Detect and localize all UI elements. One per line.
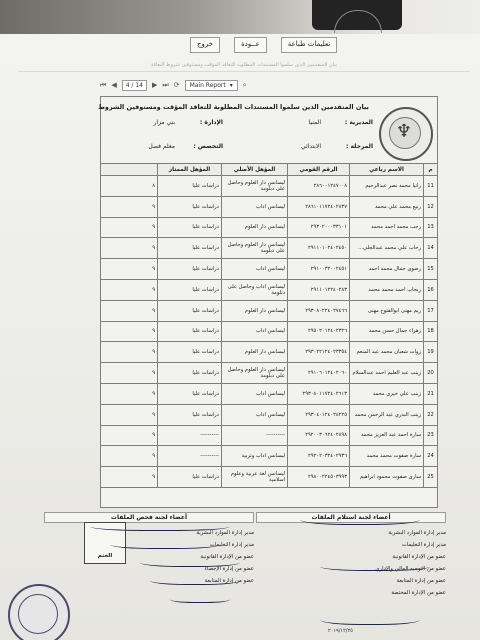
original-qualification: ليسانس اداب وتربية — [222, 446, 288, 467]
row-code: ٩ — [101, 321, 158, 342]
committee-role: عضو من الإدارة القانونية — [392, 554, 446, 560]
report-toolbar — [100, 78, 350, 92]
row-number: 24 — [424, 446, 438, 467]
row-code: ٩ — [101, 383, 158, 404]
national-id: ٢٩١١٠١٠٢٤٠٢٤٥٠ — [288, 238, 350, 259]
row-code: ٩ — [101, 425, 158, 446]
stage-value: الابتدائي — [300, 143, 321, 150]
row-number: 21 — [424, 383, 438, 404]
excellent-qualification: دراسات عليا — [158, 300, 222, 321]
admin-value: بني مزار — [153, 119, 175, 126]
applicants-table — [100, 163, 438, 488]
report-page — [100, 96, 438, 508]
row-number: 16 — [424, 279, 438, 300]
row-code: ٨ — [101, 176, 158, 197]
national-id: ٢٩١١٠١٢٢٤٠٢٨٣ — [288, 279, 350, 300]
national-id: ٢٩٣٠٨٠٢٢٤٠٢٧٤٦٦ — [288, 300, 350, 321]
search-icon[interactable]: ⌕ — [242, 80, 247, 89]
row-code: ٩ — [101, 238, 158, 259]
excellent-qualification: دراسات عليا — [158, 238, 222, 259]
exit-button[interactable]: خروج — [190, 37, 220, 53]
excellent-qualification: دراسات عليا — [158, 176, 222, 197]
applicant-name: رحاب علي محمد عبدالجلي... — [350, 238, 424, 259]
table-row — [101, 467, 438, 488]
original-qualification: ليسانس اداب — [222, 259, 288, 280]
applicant-name: زينب عبد العليم احمد عبدالسلام — [350, 363, 424, 384]
signature-scribble — [110, 538, 220, 549]
report-title: بيان المتقدمين الذين سلموا المستندات المطلوبة للتعاقد المؤقت ومستوفين الشروط — [98, 103, 369, 111]
excellent-qualification: ---------- — [158, 425, 222, 446]
committee-role: عضو من التوجيه المالي والإداري — [375, 566, 446, 572]
table-row — [101, 383, 438, 404]
column-header: الرقم القومي — [288, 164, 350, 176]
original-qualification: ليسانس دار العلوم وحاصل على دبلومة — [222, 363, 288, 384]
table-row — [101, 196, 438, 217]
excellent-qualification: دراسات عليا — [158, 363, 222, 384]
row-code: ٩ — [101, 259, 158, 280]
national-id: ٢٩١٠٦٠١٢٤٠٢٠٦٠ — [288, 363, 350, 384]
national-id: ٢٨٦١٠١١٧٢٤٠٢٨٣٧ — [288, 196, 350, 217]
original-qualification: ليسانس اداب — [222, 196, 288, 217]
ministry-logo — [379, 107, 433, 161]
round-seal — [8, 584, 70, 640]
print-settings-button[interactable]: تعليمات طباعة — [281, 37, 338, 53]
applicant-name: رجب محمد احمد محمد — [350, 217, 424, 238]
signature-scribble — [300, 512, 420, 525]
signature-scribble — [320, 612, 420, 625]
prev-page-icon[interactable]: ◀ — [111, 81, 117, 89]
table-row — [101, 217, 438, 238]
original-qualification: ليسانس دار العلوم — [222, 342, 288, 363]
table-row — [101, 363, 438, 384]
row-number: 22 — [424, 404, 438, 425]
row-number: 13 — [424, 217, 438, 238]
next-page-icon[interactable]: ▶ — [152, 81, 158, 89]
signature-scribble — [320, 560, 430, 571]
committee-role: عضو من الإدارة المختصة — [391, 590, 446, 596]
last-page-icon[interactable]: ⏭ — [162, 80, 169, 89]
original-qualification: ليسانس اداب — [222, 383, 288, 404]
row-number: 14 — [424, 238, 438, 259]
applicant-name: زهراء جمال حسن محمد — [350, 321, 424, 342]
excellent-qualification: دراسات عليا — [158, 321, 222, 342]
applicant-name: سارى صفوت محمود ابراهيم — [350, 467, 424, 488]
applicant-name: سارة صفوت محمد محمد — [350, 446, 424, 467]
row-number: 18 — [424, 321, 438, 342]
page-indicator[interactable]: 4 / 14 — [122, 80, 147, 91]
stage-label: المرحلة : — [346, 143, 373, 150]
original-qualification: ---------- — [222, 425, 288, 446]
table-row — [101, 425, 438, 446]
table-row — [101, 176, 438, 197]
page-caption: بيان المتقدمين الذين سلموا المستندات المطلوبة للتعاقد المؤقت ومستوفين شروط التعاقد — [18, 62, 470, 72]
photo-shadow — [0, 0, 480, 34]
row-code: ٩ — [101, 196, 158, 217]
committee-role: مدير إدارة التعليمات — [209, 542, 254, 548]
directorate-label: المديرية : — [344, 119, 373, 126]
excellent-qualification: دراسات عليا — [158, 342, 222, 363]
applicant-name: رضوى جمال محمد احمد — [350, 259, 424, 280]
refresh-icon[interactable]: ⟳ — [173, 81, 180, 89]
first-page-icon[interactable]: ⏮ — [100, 80, 107, 89]
national-id: ٢٩٢٠٠٣٠٦٢٤٠٢٨٩٨ — [288, 425, 350, 446]
committee-member-row — [256, 527, 446, 539]
row-number: 19 — [424, 342, 438, 363]
row-number: 12 — [424, 196, 438, 217]
original-qualification: ليسانس اداب وحاصل على دبلومة — [222, 279, 288, 300]
national-id: ٢٩١٠٠٣٢٠٠٢٤٥١ — [288, 259, 350, 280]
applicant-name: ربيع محمد علي محمد — [350, 196, 424, 217]
table-row — [101, 279, 438, 300]
committee-member-row — [256, 575, 446, 587]
row-number: 17 — [424, 300, 438, 321]
original-qualification: ليسانس دار العلوم وحاصل على دبلومة — [222, 238, 288, 259]
committee-role: عضو من إدارة الإحصاء — [204, 566, 254, 572]
eagle-emblem-icon: ♆ — [395, 121, 413, 142]
table-row — [101, 342, 438, 363]
committee-role: عضو من إدارة المتابعة — [204, 578, 254, 584]
signature-scribble — [150, 574, 240, 585]
directorate-value: المنيا — [308, 119, 321, 126]
committee-member-row — [256, 539, 446, 551]
committee-role: عضو من إدارة المتابعة — [396, 578, 446, 584]
applicant-name: رانيا محمد نصر عبدالرحيم — [350, 176, 424, 197]
receiving-committee — [256, 512, 446, 599]
row-number: 11 — [424, 176, 438, 197]
back-button[interactable]: عــودة — [234, 37, 267, 53]
row-code: ٩ — [101, 404, 158, 425]
date-text: ٢٠١٩/١٢/٢٥ — [328, 628, 353, 634]
stamp-label: الختم — [97, 553, 113, 559]
camera-lens-reflection — [312, 0, 402, 30]
committee-role: مدير إدارة الموارد البشرية — [196, 530, 254, 536]
excellent-qualification: دراسات عليا — [158, 404, 222, 425]
inspection-committee-title: أعضاء لجنة فحص الملفات — [44, 512, 254, 523]
excellent-qualification: ---------- — [158, 446, 222, 467]
table-row — [101, 446, 438, 467]
national-id: ٢٨٦٠٠١٢٤٧٠٠٨ — [288, 176, 350, 197]
main-report-dropdown[interactable] — [185, 80, 238, 91]
row-code: ٩ — [101, 300, 158, 321]
column-header: الاسم رباعي — [350, 164, 424, 176]
original-qualification: ليسانس دار العلوم وحاصل على دبلومة — [222, 176, 288, 197]
signature-scribble — [140, 556, 240, 567]
applicant-name: ريحاب احمد محمد محمد — [350, 279, 424, 300]
signature-scribble — [170, 594, 230, 603]
header-line-1 — [113, 119, 373, 129]
excellent-qualification: دراسات عليا — [158, 383, 222, 404]
original-qualification: ليسانس دار العلوم — [222, 300, 288, 321]
specialty-value: معلم فصل — [148, 143, 175, 150]
row-number: 23 — [424, 425, 438, 446]
national-id: ٢٩٢٠٢٠٣٢٤٠٢٩٣٦ — [288, 446, 350, 467]
original-qualification: ليسانس لغة عربية وعلوم اسلامية — [222, 467, 288, 488]
row-code: ٩ — [101, 217, 158, 238]
row-number: 15 — [424, 259, 438, 280]
top-button-bar — [190, 37, 330, 53]
national-id: ٢٩٣٠٢٠٠٠٣٣١٠١ — [288, 217, 350, 238]
applicant-name: سارة احمد عبد العزيز محمد — [350, 425, 424, 446]
applicant-name: زوات شعبان محمد عبد المنعم — [350, 342, 424, 363]
table-row — [101, 238, 438, 259]
original-qualification: ليسانس اداب — [222, 321, 288, 342]
chevron-down-icon: ▾ — [229, 81, 233, 89]
column-header: م — [424, 164, 438, 176]
excellent-qualification: دراسات عليا — [158, 467, 222, 488]
receiving-committee-title: أعضاء لجنة استلام الملفات — [256, 512, 446, 523]
row-code: ٩ — [101, 446, 158, 467]
table-row — [101, 321, 438, 342]
committee-role: مدير إدارة التعليمات — [401, 542, 446, 548]
admin-label: الإدارة : — [199, 119, 223, 126]
applicant-name: زينب البدري عبد الرحمن محمد — [350, 404, 424, 425]
specialty-label: التخصص : — [193, 143, 223, 150]
excellent-qualification: دراسات عليا — [158, 279, 222, 300]
row-code: ٩ — [101, 279, 158, 300]
national-id: ٢٩٥٠٢٠١٢٤٠٢٣٢٦ — [288, 321, 350, 342]
row-code: ٩ — [101, 363, 158, 384]
main-report-label: Main Report — [189, 81, 226, 89]
original-qualification: ليسانس اداب — [222, 404, 288, 425]
column-header: المؤهل الأصلي — [222, 164, 288, 176]
table-row — [101, 259, 438, 280]
excellent-qualification: دراسات عليا — [158, 259, 222, 280]
committee-role: عضو من الإدارة القانونية — [200, 554, 254, 560]
table-header-row — [101, 164, 438, 176]
excellent-qualification: دراسات عليا — [158, 217, 222, 238]
applicant-name: ريم مهنى ابوالفتوح مهنى — [350, 300, 424, 321]
national-id: ٢٩٣٠٢٢١٢٤٠٢٣٣٥٤ — [288, 342, 350, 363]
signature-scribble — [90, 520, 230, 531]
row-code: ٩ — [101, 467, 158, 488]
applicant-name: زينب علي خيري محمد — [350, 383, 424, 404]
row-number: 25 — [424, 467, 438, 488]
national-id: ٢٩٨٠٠٢٢٤٥٠٣٩٩٣ — [288, 467, 350, 488]
original-qualification: ليسانس دار العلوم — [222, 217, 288, 238]
table-row — [101, 404, 438, 425]
header-line-2 — [113, 143, 373, 153]
row-number: 20 — [424, 363, 438, 384]
national-id: ٢٩٣٠٨٠١١٧٢٤٠٢٦١٣ — [288, 383, 350, 404]
excellent-qualification: دراسات عليا — [158, 196, 222, 217]
column-header: المؤهل الممتاز — [158, 164, 222, 176]
committee-role: مدير إدارة الموارد البشرية — [388, 530, 446, 536]
committee-member-row — [256, 587, 446, 599]
table-row — [101, 300, 438, 321]
column-header — [101, 164, 158, 176]
national-id: ٢٩٣٠٤٠١٢٤٠٢٤٢٢٥ — [288, 404, 350, 425]
row-code: ٩ — [101, 342, 158, 363]
